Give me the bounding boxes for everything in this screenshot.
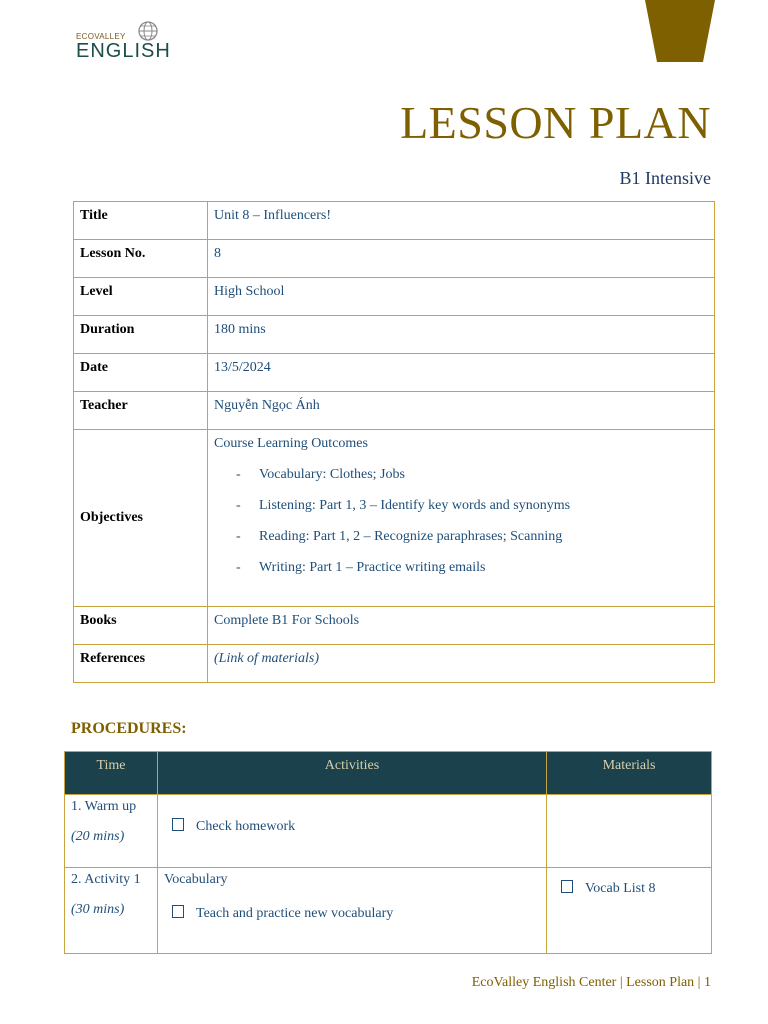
references-link[interactable]: (Link of materials) [208,645,715,683]
checkbox-bullet-icon [172,818,184,831]
objectives-list [214,467,708,576]
duration-value: 180 mins [208,316,715,354]
logo-small-text: ECOVALLEY [76,32,126,41]
list-item: - Writing: Part 1 – Practice writing emails [236,560,486,575]
table-row [65,795,712,868]
table-row [74,392,715,430]
procedures-heading: PROCEDURES: [71,720,187,737]
books-label: Books [74,607,208,645]
table-row [74,202,715,240]
material-cell: Vocab List 8 [547,868,712,954]
title-label: Title [74,202,208,240]
teacher-label: Teacher [74,392,208,430]
material-cell [547,795,712,868]
date-label: Date [74,354,208,392]
duration-label: Duration [74,316,208,354]
table-row [74,278,715,316]
table-row [74,354,715,392]
date-value: 13/5/2024 [208,354,715,392]
list-item: - Listening: Part 1, 3 – Identify key words and synonyms [236,498,571,513]
title-value: Unit 8 – Influencers! [208,202,715,240]
lesson-info-table [73,201,715,683]
list-item: - Reading: Part 1, 2 – Recognize paraphrases; Scanning [236,529,563,544]
objectives-value [208,430,715,607]
activities-header: Activities [158,752,547,795]
books-value: Complete B1 For Schools [208,607,715,645]
level-label: Level [74,278,208,316]
time-cell: 1. Warm up (20 mins) [65,795,158,868]
page-footer: EcoValley English Center | Lesson Plan | 1 [471,975,711,990]
checkbox-bullet-icon [561,880,573,893]
table-header-row [65,752,712,795]
logo-big-text: ENGLISH [76,40,171,62]
level-value: High School [208,278,715,316]
time-header: Time [65,752,158,795]
activity-cell: Vocabulary Teach and practice new vocabulary [158,868,547,954]
teacher-value: Nguyễn Ngọc Ánh [208,392,715,430]
table-row [74,607,715,645]
objectives-label: Objectives [74,430,208,607]
table-row [74,240,715,278]
page-subtitle: B1 Intensive [619,168,711,188]
objectives-intro: Course Learning Outcomes [214,436,368,451]
page-title: LESSON PLAN [400,97,711,148]
table-row [74,430,715,607]
references-label: References [74,645,208,683]
table-row [74,316,715,354]
materials-header: Materials [547,752,712,795]
globe-icon [136,20,160,42]
procedures-table [64,751,712,954]
table-row [65,868,712,954]
lesson-value: 8 [208,240,715,278]
activity-cell: Check homework [158,795,547,868]
header-decoration [645,0,715,62]
checkbox-bullet-icon [172,905,184,918]
lesson-label: Lesson No. [74,240,208,278]
list-item: - Vocabulary: Clothes; Jobs [236,467,405,482]
table-row [74,645,715,683]
time-cell: 2. Activity 1 (30 mins) [65,868,158,954]
